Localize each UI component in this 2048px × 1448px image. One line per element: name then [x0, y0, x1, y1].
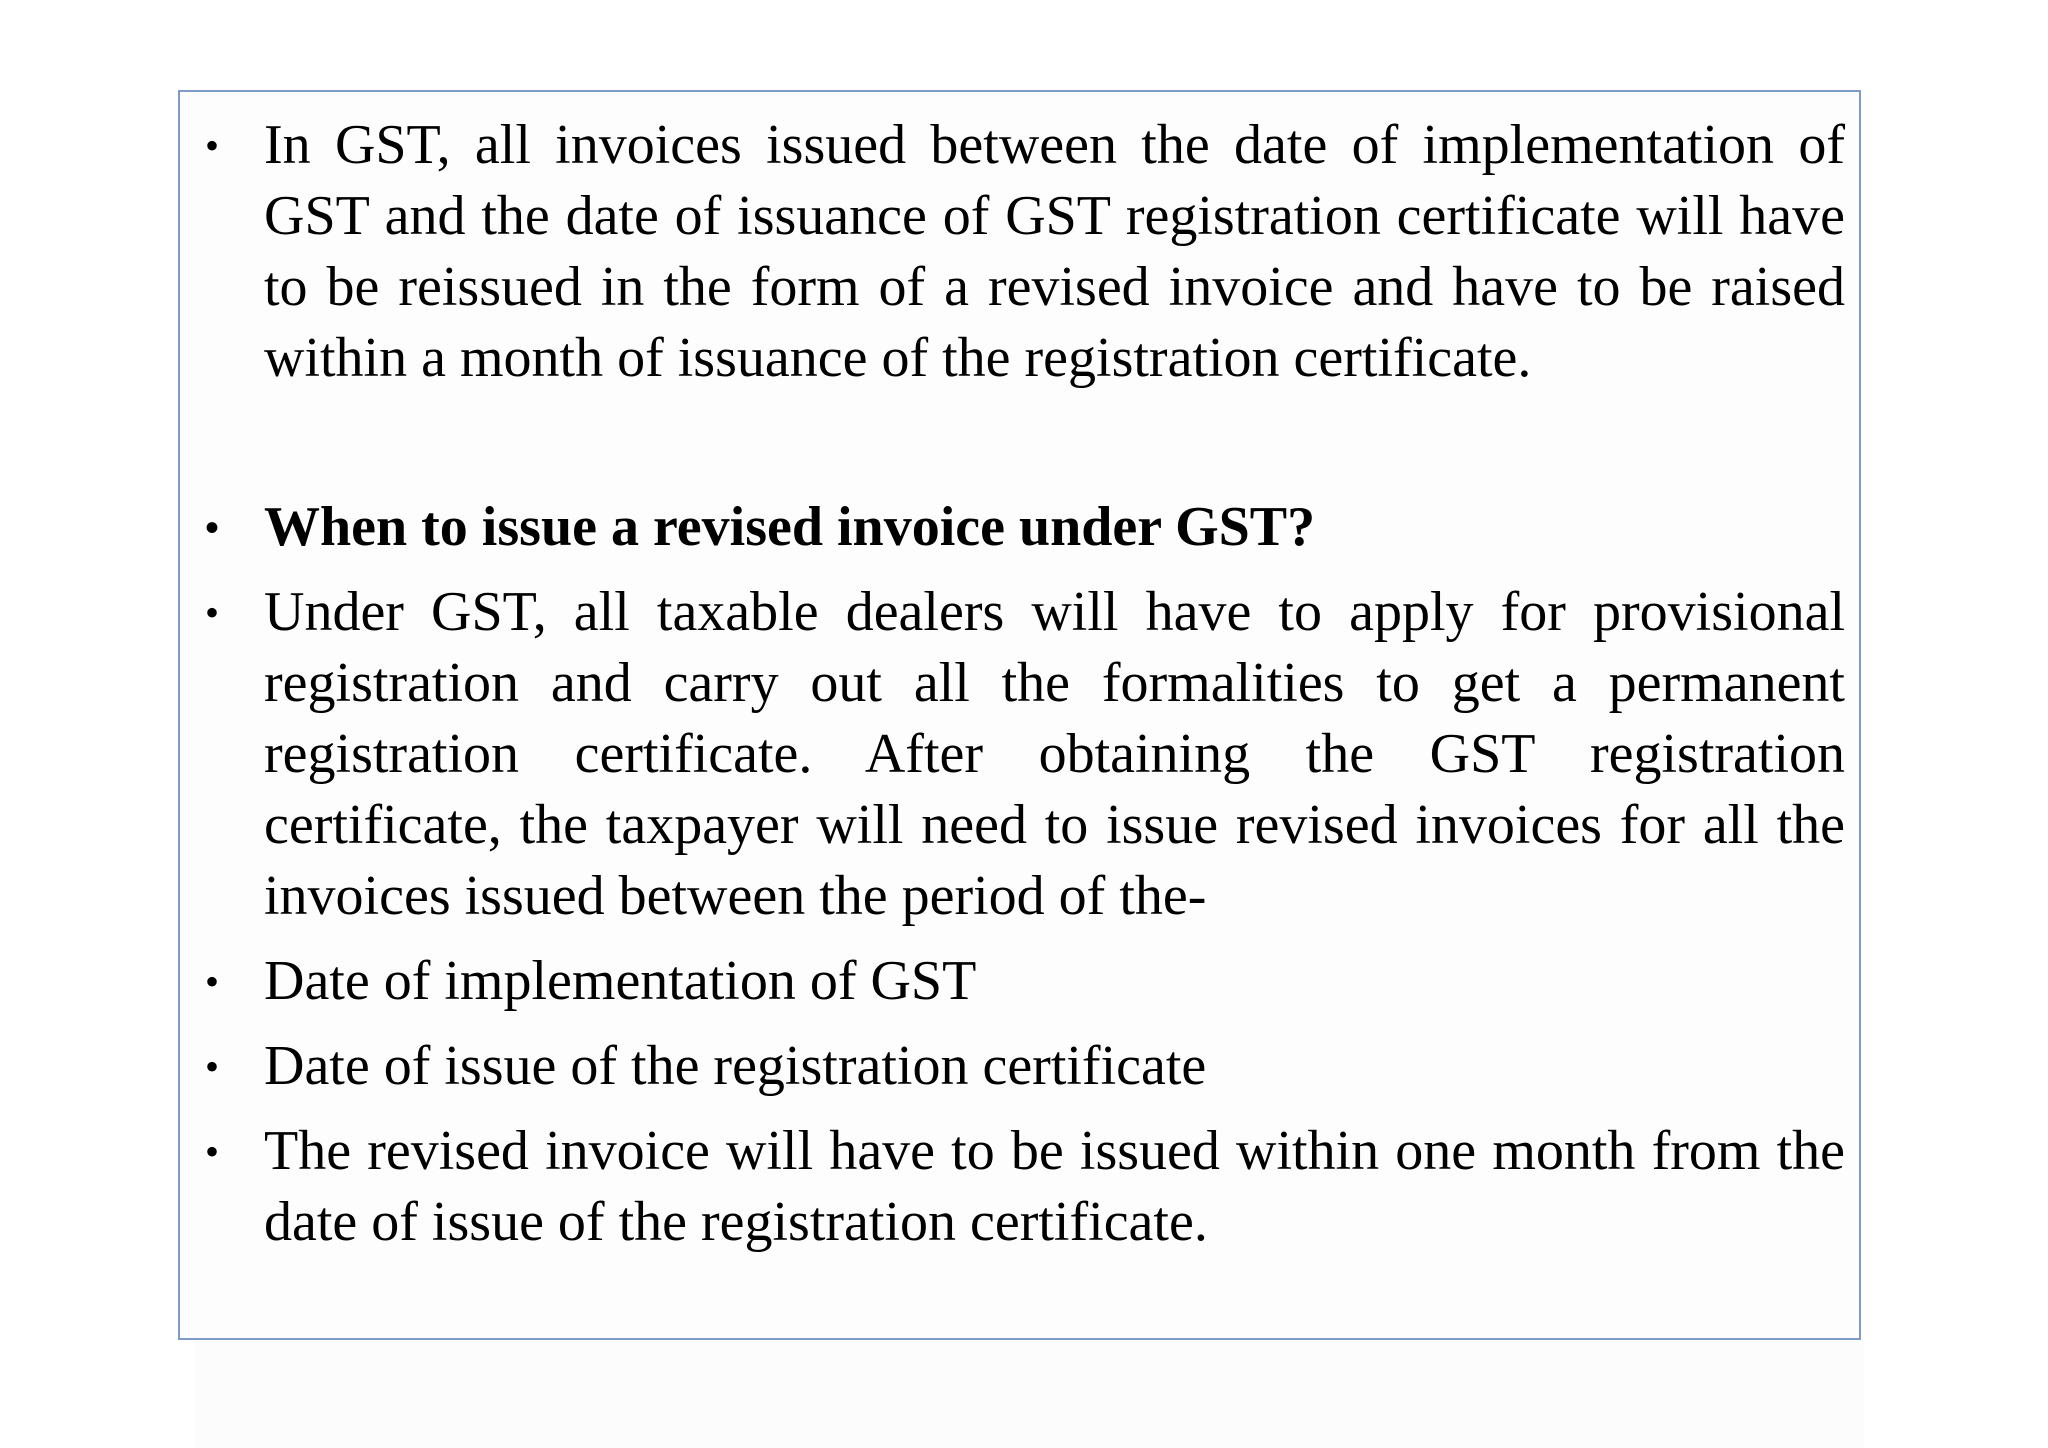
text-box [178, 90, 1861, 1340]
bullet-item-provisional-registration [180, 577, 1863, 932]
section-heading: When to issue a revised invoice under GST? [264, 496, 1316, 558]
bullet-item-date-issue-certificate [180, 1031, 1863, 1102]
bullet-item-heading-when-to-issue [180, 492, 1863, 563]
bullet-marker: • [204, 590, 219, 635]
bullet-marker: • [204, 505, 219, 550]
bullet-item-gst-invoices-reissue [180, 110, 1863, 394]
bullet-marker: • [204, 123, 219, 168]
bullet-text: Date of issue of the registration certificate [264, 1035, 1207, 1097]
bullet-item-date-implementation [180, 946, 1863, 1017]
bullet-marker: • [204, 1044, 219, 1089]
background-panel [194, 1340, 1864, 1448]
bullet-marker: • [204, 959, 219, 1004]
bullet-text: Under GST, all taxable dealers will have to apply for provisional registration and carry out all the formalities to get a permanent registration certificate. After obtaining the GST registration certificate, the taxpayer will need to issue revised invoices for all the invoices issued between the period of the- [264, 581, 1845, 927]
bullet-marker: • [204, 1129, 219, 1174]
bullet-text: The revised invoice will have to be issued within one month from the date of issue of the registration certificate. [264, 1120, 1845, 1253]
bullet-text: In GST, all invoices issued between the date of implementation of GST and the date of issuance of GST registration certificate will have to be reissued in the form of a revised invoice and have to be raised within a month of issuance of the registration certificate. [264, 114, 1845, 389]
bullet-list [180, 110, 1863, 1258]
bullet-text: Date of implementation of GST [264, 950, 977, 1012]
bullet-item-one-month-deadline [180, 1116, 1863, 1258]
